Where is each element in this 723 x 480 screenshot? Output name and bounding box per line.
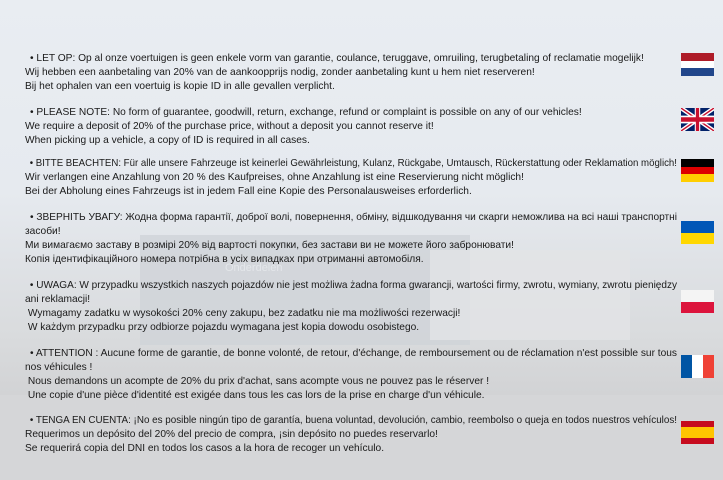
notice-heading-line: • BITTE BEACHTEN: Für alle unsere Fahrzeuge ist keinerlei Gewährleistung, Kulanz, Rückgabe, Umtausch, Rückerstattung oder Reklamation möglich! [29,158,677,169]
notice-heading-line: • ATTENTION : Aucune forme de garantie, de bonne volonté, de retour, d'échange, de remboursement ou de réclamation n'est possible sur tous [29,348,678,359]
notice-line: ani reklamacji! [25,294,91,305]
spain-flag-icon [681,421,714,444]
netherlands-flag-icon [681,53,714,76]
building-sign: Onderdelen [225,262,283,274]
notice-heading-line: • PLEASE NOTE: No form of guarantee, goodwill, return, exchange, refund or complaint is possible on any of our vehicles! [30,107,582,118]
notice-line: Wymagamy zadatku w wysokości 20% ceny zakupu, bez zadatku nie ma możliwości rezerwacji! [25,308,461,319]
uk-flag-icon [681,108,714,131]
poland-flag-icon [681,290,714,313]
notice-uk [25,211,681,267]
notice-line: Wir verlangen eine Anzahlung von 20 % des Kaufpreises, ohne Anzahlung ist eine Reservierung nicht möglich! [25,172,524,183]
notice-line: засоби! [25,226,61,237]
notice-heading-line: • LET OP: Op al onze voertuigen is geen enkele vorm van garantie, coulance, teruggave, omruiling, terugbetaling of reclamatie mogelijk! [30,53,644,64]
france-flag-icon [681,355,714,378]
notice-line: Une copie d'une pièce d'identité est exigée dans tous les cas lors de la prise en charge d'un véhicule. [25,390,485,401]
notice-line: We require a deposit of 20% of the purchase price, without a deposit you cannot reserve it! [25,121,434,132]
notice-en [25,106,582,148]
notice-de [25,157,714,199]
notice-line: When picking up a vehicle, a copy of ID is required in all cases. [25,135,310,146]
notice-line: Se requerirá copia del DNI en todos los casos a la hora de recoger un vehículo. [25,443,385,454]
notice-line: Wij hebben een aanbetaling van 20% van de aankoopprijs nodig, zonder aanbetaling kunt u hem niet reserveren! [25,67,535,78]
notice-es [25,414,700,456]
notice-heading-line: • ЗВЕРНІТЬ УВАГУ: Жодна форма гарантії, доброї волі, повернення, обміну, відшкодування чи скарги неможлива на всі наші транспортні [29,212,677,223]
ukraine-flag-icon [681,221,714,244]
notice-line: Ми вимагаємо заставу в розмірі 20% від вартості покупки, без застави ви не можете його забронювати! [25,240,514,251]
notice-fr [25,347,678,403]
notice-line: Bij het ophalen van een voertuig is kopie ID in alle gevallen verplicht. [25,81,335,92]
notice-nl [25,52,644,94]
germany-flag-icon [681,159,714,182]
notice-line: Bei der Abholung eines Fahrzeugs ist in jedem Fall eine Kopie des Personalausweises erforderlich. [25,186,472,197]
notice-line: Nous demandons un acompte de 20% du prix d'achat, sans acompte vous ne pouvez pas le réserver ! [25,376,490,387]
notice-line: W każdym przypadku przy odbiorze pojazdu wymagana jest kopia dowodu osobistego. [25,322,420,333]
notice-pl [25,279,686,335]
notice-line: nos véhicules ! [25,362,93,373]
notice-line: Копія ідентифікаційного номера потрібна в усіх випадках при отриманні автомобіля. [25,254,424,265]
notice-heading-line: • TENGA EN CUENTA: ¡No es posible ningún tipo de garantía, buena voluntad, devolución, cambio, reembolso o queja en todos nuestros vehículos! [29,415,677,426]
notice-heading-line: • UWAGA: W przypadku wszystkich naszych pojazdów nie jest możliwa żadna forma gwarancji, wartości firmy, zwrotu, wymiany, zwrotu pieniędzy [29,280,678,291]
notice-line: Requerimos un depósito del 20% del precio de compra, ¡sin depósito no puedes reservarlo! [25,429,438,440]
